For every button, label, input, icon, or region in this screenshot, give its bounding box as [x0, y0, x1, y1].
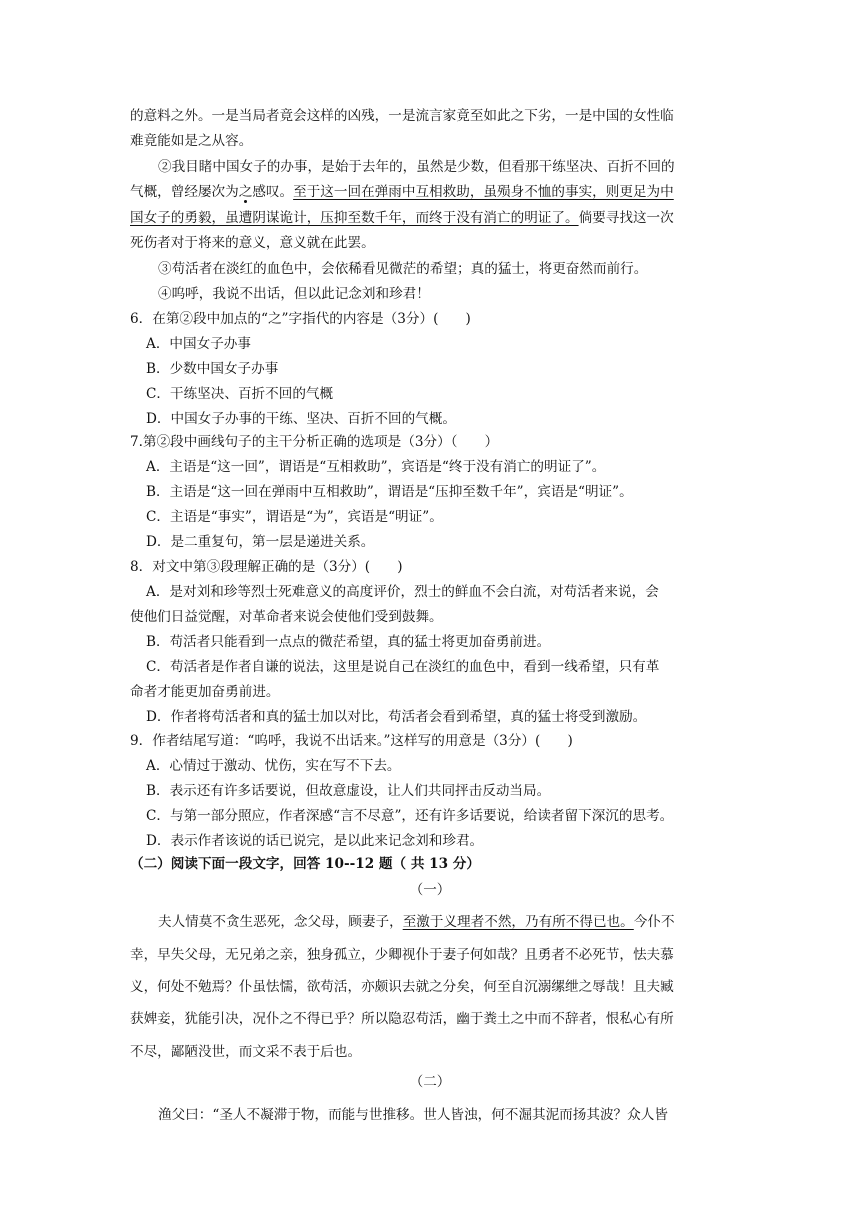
dotted-character: 之 — [238, 184, 253, 200]
question-6-option-c: C．干练坚决、百折不回的气概 — [146, 386, 334, 402]
question-8-option-b: B．苟活者只能看到一点点的微茫希望，真的猛士将更加奋勇前进。 — [146, 634, 551, 650]
question-7-option-d: D．是二重复句，第一层是递进关系。 — [146, 534, 375, 550]
question-6-option-a: A．中国女子办事 — [146, 336, 251, 352]
underlined-sentence: 至激于义理者不然，乃有所不得已也。 — [402, 914, 634, 930]
paragraph-4: ④呜呼，我说不出话，但以此记念刘和珍君！ — [158, 286, 430, 302]
question-7-option-c: C．主语是“事实”，谓语是“为”，宾语是“明证”。 — [146, 509, 443, 525]
question-8-stem: 8．对文中第③段理解正确的是（3分）( ) — [130, 559, 403, 575]
question-8-option-a-cont: 使他们日益觉醒，对革命者来说会使他们受到鼓舞。 — [130, 609, 443, 625]
question-8-option-c-cont: 命者才能更加奋勇前进。 — [130, 684, 280, 700]
passage-line: 难竟能如是之从容。 — [130, 133, 253, 149]
question-9-option-a: A．心情过于激动、忧伤，实在写不下去。 — [146, 758, 401, 774]
question-8-option-d: D．作者将苟活者和真的猛士加以对比，苟活者会看到希望，真的猛士将受到激励。 — [146, 709, 647, 725]
question-8-option-c: C．苟活者是作者自谦的说法，这里是说自己在淡红的血色中，看到一线希望，只有革 — [146, 659, 660, 675]
classical-text-line: 渔父曰：“圣人不凝滞于物，而能与世推移。世人皆浊，何不淈其泥而扬其波？众人皆 — [158, 1107, 668, 1123]
question-9-option-d: D．表示作者该说的话已说完，是以此来记念刘和珍君。 — [146, 833, 484, 849]
passage-line: 的意料之外。一是当局者竟会这样的凶残，一是流言家竟至如此之下劣，一是中国的女性临 — [130, 108, 674, 124]
section-2-heading: （二）阅读下面一段文字，回答 10--12 题（ 共 13 分） — [130, 856, 480, 872]
question-6-stem: 6．在第②段中加点的“之”字指代的内容是（3分）( ) — [130, 311, 471, 327]
underlined-sentence: 至于这一回在弹雨中互相救助，虽殒身不恤的事实，则更足为中 — [293, 184, 674, 200]
question-8-option-a: A．是对刘和珍等烈士死难意义的高度评价，烈士的鲜血不会白流，对苟活者来说，会 — [146, 584, 659, 600]
classical-text-line: 义，何处不勉焉？仆虽怯懦，欲苟活，亦颇识去就之分矣，何至自沉溺缧绁之辱哉！且夫臧 — [130, 979, 674, 995]
question-6-option-d: D．中国女子办事的干练、坚决、百折不回的气概。 — [146, 411, 456, 427]
classical-text-line: 夫人情莫不贪生恶死，念父母，顾妻子，至激于义理者不然，乃有所不得已也。今仆不 — [158, 914, 675, 930]
question-9-stem: 9．作者结尾写道：“呜呼，我说不出话来。”这样写的用意是（3分）( ) — [130, 733, 573, 749]
underlined-sentence: 国女子的勇毅，虽遭阴谋诡计，压抑至数千年，而终于没有消亡的明证了。 — [130, 210, 579, 226]
paragraph-3: ③苟活者在淡红的血色中，会依稀看见微茫的希望；真的猛士，将更奋然而前行。 — [158, 261, 648, 277]
classical-text-line: 不尽，鄙陋没世，而文采不表于后也。 — [130, 1044, 362, 1060]
paragraph-2-line: 死伤者对于将来的意义，意义就在此罢。 — [130, 235, 375, 251]
part-2-label: （二） — [409, 1074, 451, 1090]
question-9-option-c: C．与第一部分照应，作者深感“言不尽意”，还有许多话要说，给读者留下深沉的思考。 — [146, 808, 674, 824]
question-7-option-b: B．主语是“这一回在弹雨中互相救助”，谓语是“压抑至数千年”，宾语是“明证”。 — [146, 484, 633, 500]
question-7-stem: 7.第②段中画线句子的主干分析正确的选项是（3分）（ ） — [130, 434, 499, 450]
classical-text-line: 获婢妾，犹能引决，况仆之不得已乎？所以隐忍苟活，幽于粪土之中而不辞者，恨私心有所 — [130, 1011, 674, 1027]
part-1-label: （一） — [409, 882, 451, 898]
paragraph-2: ②我目睹中国女子的办事，是始于去年的，虽然是少数，但看那干练坚决、百折不回的 — [158, 159, 675, 175]
question-6-option-b: B．少数中国女子办事 — [146, 361, 279, 377]
question-9-option-b: B．表示还有许多话要说，但故意虚设，让人们共同抨击反动当局。 — [146, 783, 551, 799]
question-7-option-a: A．主语是“这一回”，谓语是“互相救助”，宾语是“终于没有消亡的明证了”。 — [146, 459, 606, 475]
paragraph-2-line: 国女子的勇毅，虽遭阴谋诡计，压抑至数千年，而终于没有消亡的明证了。倘要寻找这一次 — [130, 210, 674, 226]
classical-text-line: 幸，早失父母，无兄弟之亲，独身孤立，少卿视仆于妻子何如哉？且勇者不必死节，怯夫慕 — [130, 947, 674, 963]
paragraph-2-line: 气概，曾经屡次为之感叹。至于这一回在弹雨中互相救助，虽殒身不恤的事实，则更足为中 — [130, 184, 674, 200]
